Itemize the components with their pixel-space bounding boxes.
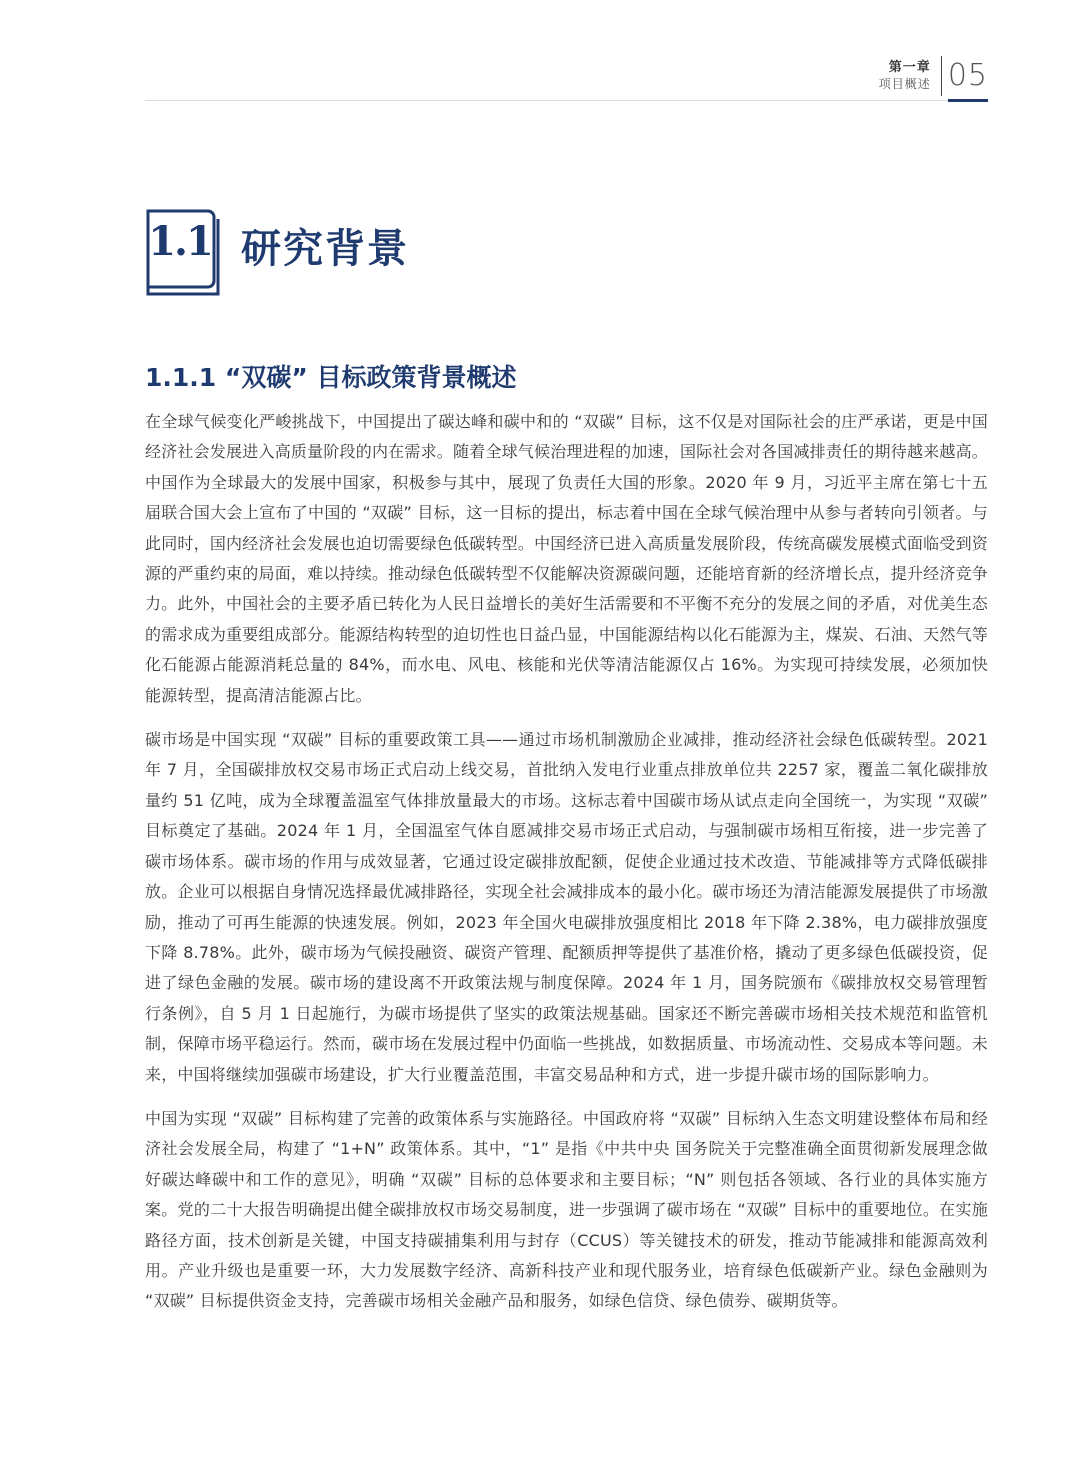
body-text <box>145 407 988 1331</box>
page-header <box>879 52 988 100</box>
paragraph: 碳市场是中国实现 “双碳” 目标的重要政策工具——通过市场机制激励企业减排，推动经济社会绿色低碳转型。2021 年 7 月，全国碳排放权交易市场正式启动上线交易，首批纳入发电行业重点排放单位共 2257 家，覆盖二氧化碳排放量约 51 亿吨，成为全球覆盖温室气体排放量最大的市场。这标志着中国碳市场从试点走向全国统一，为实现 “双碳” 目标奠定了基础。2024 年 1 月，全国温室气体自愿减排交易市场正式启动，与强制碳市场相互衔接，进一步完善了碳市场体系。碳市场的作用与成效显著，它通过设定碳排放配额，促使企业通过技术改造、节能减排等方式降低碳排放。企业可以根据自身情况选择最优减排路径，实现全社会减排成本的最小化。碳市场还为清洁能源发展提供了市场激励，推动了可再生能源的快速发展。例如，2023 年全国火电碳排放强度相比 2018 年下降 2.38%，电力碳排放强度下降 8.78%。此外，碳市场为气候投融资、碳资产管理、配额质押等提供了基准价格，撬动了更多绿色低碳投资，促进了绿色金融的发展。碳市场的建设离不开政策法规与制度保障。2024 年 1 月，国务院颁布《碳排放权交易管理暂行条例》，自 5 月 1 日起施行，为碳市场提供了坚实的政策法规基础。国家还不断完善碳市场相关技术规范和监管机制，保障市场平稳运行。然而，碳市场在发展过程中仍面临一些挑战，如数据质量、市场流动性、交易成本等问题。未来，中国将继续加强碳市场建设，扩大行业覆盖范围，丰富交易品种和方式，进一步提升碳市场的国际影响力。 <box>145 730 988 1084</box>
chapter-title: 项目概述 <box>878 77 931 91</box>
header-rule-accent <box>948 99 988 102</box>
section-heading <box>145 208 409 292</box>
page-number: 05 <box>947 58 988 93</box>
section-number: 1.1 <box>148 218 212 265</box>
subsection-title: 1.1.1 “双碳” 目标政策背景概述 <box>145 363 517 392</box>
paragraph: 中国为实现 “双碳” 目标构建了完善的政策体系与实施路径。中国政府将 “双碳” 目标纳入生态文明建设整体布局和经济社会发展全局，构建了 “1+N” 政策体系。其中，“1” 是指《中共中央 国务院关于完整准确全面贯彻新发展理念做好碳达峰碳中和工作的意见》，明确 “双碳” 目标的总体要求和主要目标；“N” 则包括各领域、各行业的具体实施方案。党的二十大报告明确提出健全碳排放权市场交易制度，进一步强调了碳市场在 “双碳” 目标中的重要地位。在实施路径方面，技术创新是关键，中国支持碳捕集利用与封存（CCUS）等关键技术的研发，推动节能减排和能源高效利用。产业升级也是重要一环，大力发展数字经济、高新科技产业和现代服务业，培育绿色低碳新产业。绿色金融则为 “双碳” 目标提供资金支持，完善碳市场相关金融产品和服务，如绿色信贷、绿色债券、碳期货等。 <box>145 1108 988 1311</box>
chapter-label <box>879 60 931 92</box>
header-divider <box>941 56 942 96</box>
header-rule <box>145 100 988 101</box>
chapter-number: 第一章 <box>888 60 931 75</box>
section-number-badge <box>145 208 221 292</box>
paragraph: 在全球气候变化严峻挑战下，中国提出了碳达峰和碳中和的 “双碳” 目标，这不仅是对国际社会的庄严承诺，更是中国经济社会发展进入高质量阶段的内在需求。随着全球气候治理进程的加速，国际社会对各国减排责任的期待越来越高。中国作为全球最大的发展中国家，积极参与其中，展现了负责任大国的形象。2020 年 9 月，习近平主席在第七十五届联合国大会上宣布了中国的 “双碳” 目标，这一目标的提出，标志着中国在全球气候治理中从参与者转向引领者。与此同时，国内经济社会发展也迫切需要绿色低碳转型。中国经济已进入高质量发展阶段，传统高碳发展模式面临受到资源的严重约束的局面，难以持续。推动绿色低碳转型不仅能解决资源碳问题，还能培育新的经济增长点，提升经济竞争力。此外，中国社会的主要矛盾已转化为人民日益增长的美好生活需要和不平衡不充分的发展之间的矛盾，对优美生态的需求成为重要组成部分。能源结构转型的迫切性也日益凸显，中国能源结构以化石能源为主，煤炭、石油、天然气等化石能源占能源消耗总量的 84%，而水电、风电、核能和光伏等清洁能源仅占 16%。为实现可持续发展，必须加快能源转型，提高清洁能源占比。 <box>145 412 988 705</box>
section-title: 研究背景 <box>241 225 409 272</box>
